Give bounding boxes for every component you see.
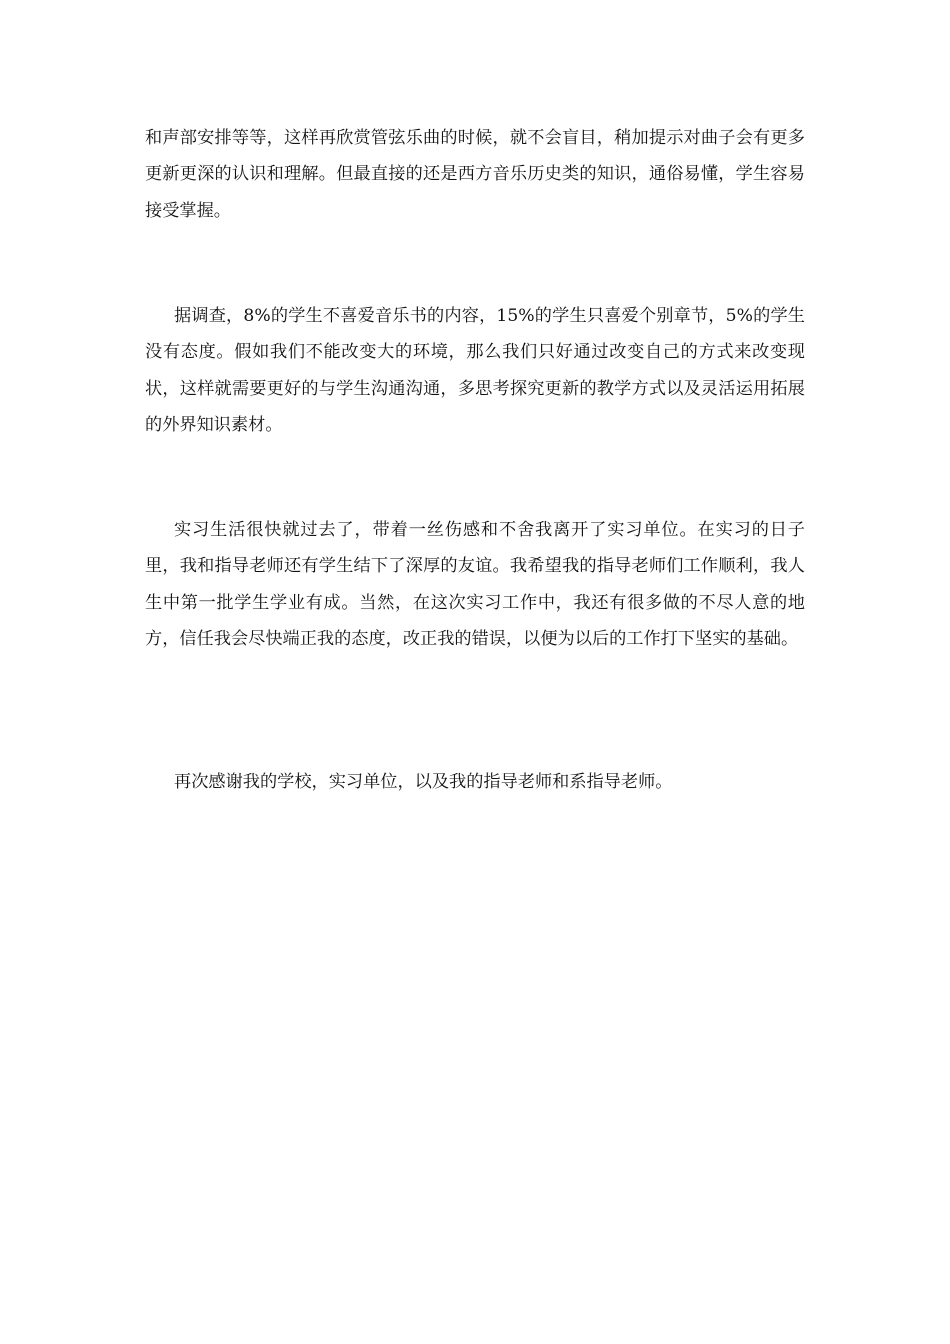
paragraph-1: 和声部安排等等，这样再欣赏管弦乐曲的时候，就不会盲目，稍加提示对曲子会有更多更新更深的认识和理解。但最直接的还是西方音乐历史类的知识，通俗易懂，学生容易接受掌握。 xyxy=(145,128,805,221)
paragraph-3: 实习生活很快就过去了，带着一丝伤感和不舍我离开了实习单位。在实习的日子里，我和指导老师还有学生结下了深厚的友谊。我希望我的指导老师们工作顺利，我人生中第一批学生学业有成。当然，在这次实习工作中，我还有很多做的不尽人意的地方，信任我会尽快端正我的态度，改正我的错误，以便为以后的工作打下坚实的基础。 xyxy=(145,520,805,650)
paragraph-2: 据调查，8%的学生不喜爱音乐书的内容，15%的学生只喜爱个别章节，5%的学生没有态度。假如我们不能改变大的环境，那么我们只好通过改变自己的方式来改变现状，这样就需要更好的与学生沟通沟通，多思考探究更新的教学方式以及灵活运用拓展的外界知识素材。 xyxy=(145,306,805,436)
paragraph-4: 再次感谢我的学校，实习单位，以及我的指导老师和系指导老师。 xyxy=(174,772,673,792)
